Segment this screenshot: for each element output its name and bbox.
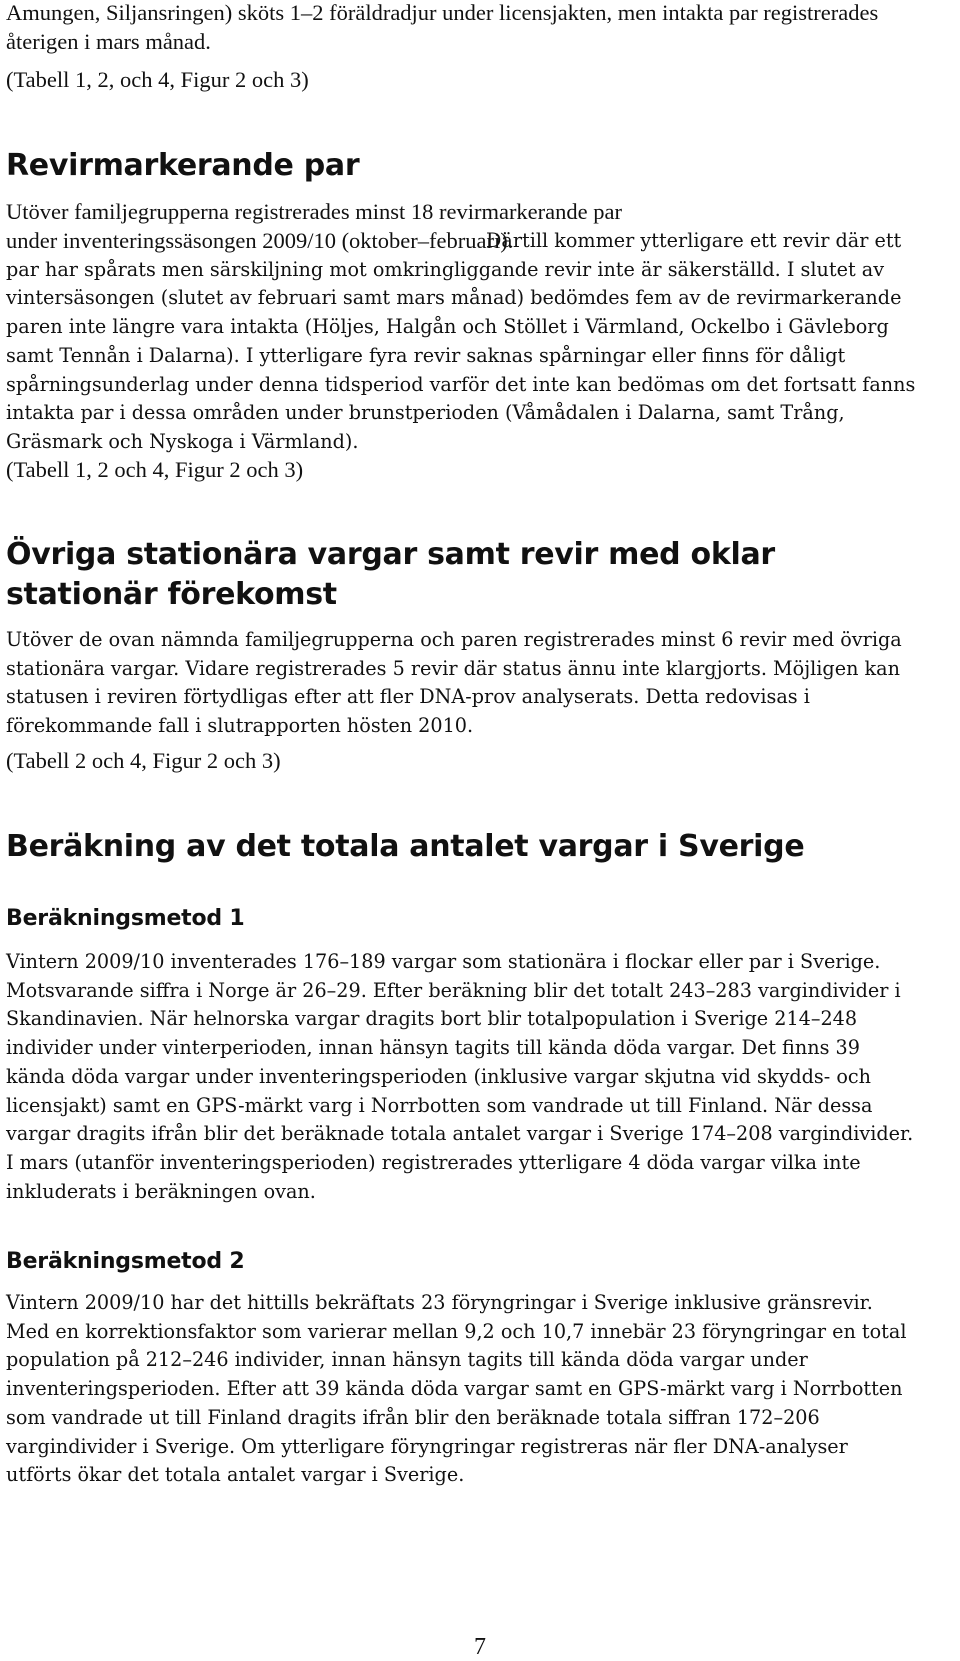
revirmarkerande-reference: (Tabell 1, 2 och 4, Figur 2 och 3) xyxy=(6,457,304,482)
heading-revirmarkerande-par: Revirmarkerande par xyxy=(6,148,360,183)
heading-berakning: Beräkning av det totala antalet vargar i Sverige xyxy=(6,829,805,864)
intro-reference: (Tabell 1, 2, och 4, Figur 2 och 3) xyxy=(6,67,309,92)
heading-berakningsmetod-2: Beräkningsmetod 2 xyxy=(6,1249,245,1274)
berakningsmetod-1-paragraph: Vintern 2009/10 inventerades 176–189 vargar som stationära i flockar eller par i Sverige. Motsvarande siffra i Norge är 26–29. Efter beräkning blir det totalt 243–283 vargindivider i Skandinavien. När helnorska vargar dragits bort blir totalpopulation i Sverige 214–248 individer under vinterperioden, innan hänsyn tagits till kända döda vargar. Det finns 39 kända döda vargar under inventeringsperioden (inklusive vargar skjutna vid skydds- och licensjakt) samt en GPS-märkt varg i Norrbotten som vandrade ut till Finland. När dessa vargar dragits ifrån blir det beräknade totala antalet vargar i Sverige 174–208 vargindivider. I mars (utanför inventeringsperioden) registrerades ytterligare 4 döda vargar vilka inte inkluderats i beräkningen ovan. xyxy=(6,950,914,1203)
ovriga-reference: (Tabell 2 och 4, Figur 2 och 3) xyxy=(6,748,281,773)
intro-paragraph: Amungen, Siljansringen) sköts 1–2 föräldradjur under licensjakten, men intakta par registrerades återigen i mars månad. xyxy=(6,0,879,54)
revirmarkerande-paragraph-part2 xyxy=(6,227,916,457)
berakningsmetod-2-paragraph: Vintern 2009/10 har det hittills bekräftats 23 föryngringar i Sverige inklusive gränsrevir. Med en korrektionsfaktor som varierar mellan 9,2 och 10,7 innebär 23 föryngringar en total population på 212–246 individer, innan hänsyn tagits till kända döda vargar under inventeringsperioden. Efter att 39 kända döda vargar samt en GPS-märkt varg i Norrbotten som vandrade ut till Finland dragits ifrån blir den beräknade totala siffran 172–206 vargindivider i Sverige. Om ytterligare föryngringar registreras när fler DNA-analyser utförts ökar det totala antalet vargar i Sverige. xyxy=(6,1291,907,1487)
page-number: 7 xyxy=(474,1634,486,1660)
revirmarkerande-paragraph-part1: Utöver familjegrupperna registrerades minst 18 revirmarkerande par under inventeringssäsongen 2009/10 (oktober–februari). xyxy=(6,199,622,253)
ovriga-paragraph: Utöver de ovan nämnda familjegrupperna och paren registrerades minst 6 revir med övriga stationära vargar. Vidare registrerades 5 revir där status ännu inte klargjorts. Möjligen kan statusen i reviren förtydligas efter att fler DNA-prov analyserats. Detta redovisas i förekommande fall i slutrapporten hösten 2010. xyxy=(6,628,902,738)
heading-berakningsmetod-1: Beräkningsmetod 1 xyxy=(6,906,245,931)
revirmarkerande-paragraph-part2-text: Därtill kommer ytterligare ett revir där ett par har spårats men särskiljning mot omkringliggande revir inte är säkerställd. I slutet av vintersäsongen (slutet av februari samt mars månad) bedömdes fem av de revirmarkerande paren inte längre vara intakta (Höljes, Halgån och Stöllet i Värmland, Ockelbo i Gävleborg samt Tennån i Dalarna). I ytterligare fyra revir saknas spårningar eller finns för dåligt spårningsunderlag under denna tidsperiod varför det inte kan bedömas om det fortsatt fanns intakta par i dessa områden under brunstperioden (Våmådalen i Dalarna, samt Trång, Gräsmark och Nyskoga i Värmland). xyxy=(6,229,916,453)
heading-ovriga-stationara: Övriga stationära vargar samt revir med oklar stationär förekomst xyxy=(6,537,775,612)
